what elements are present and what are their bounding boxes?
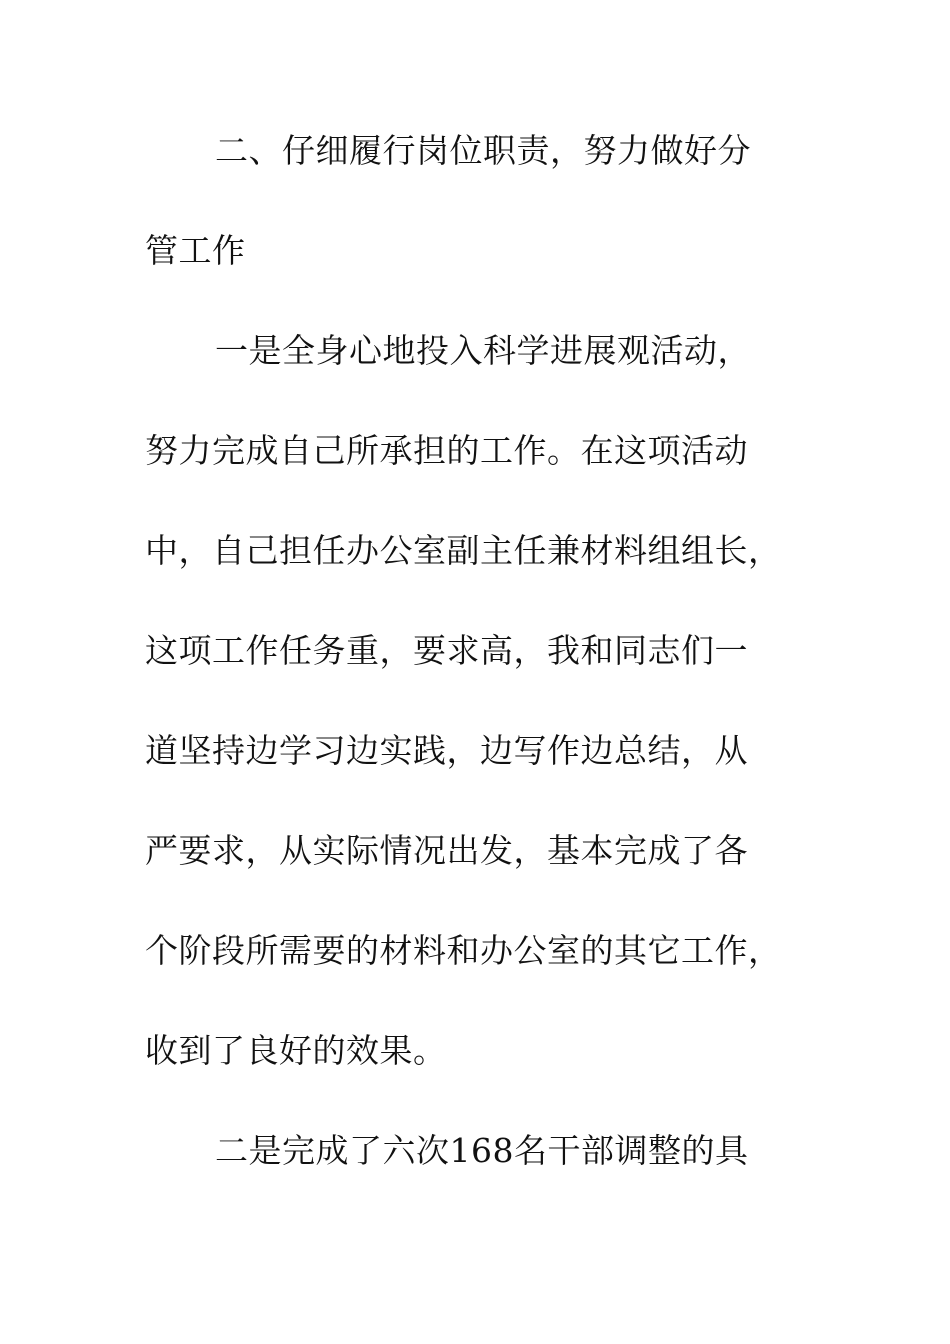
section-heading-line-2: 管工作 xyxy=(145,231,246,270)
paragraph-1-line-7: 个阶段所需要的材料和办公室的其它工作， xyxy=(145,931,782,970)
paragraph-1-line-1: 一是全身心地投入科学进展观活动， xyxy=(215,331,751,370)
paragraph-1-line-4: 这项工作任务重，要求高，我和同志们一 xyxy=(145,631,748,670)
paragraph-1-line-2: 努力完成自己所承担的工作。在这项活动 xyxy=(145,431,748,470)
paragraph-1-line-6: 严要求，从实际情况出发，基本完成了各 xyxy=(145,831,748,870)
paragraph-1-line-5: 道坚持边学习边实践，边写作边总结，从 xyxy=(145,731,748,770)
paragraph-1-line-3: 中，自己担任办公室副主任兼材料组组长， xyxy=(145,531,782,570)
section-heading-line-1: 二、仔细履行岗位职责，努力做好分 xyxy=(215,131,751,170)
paragraph-1-line-8: 收到了良好的效果。 xyxy=(145,1031,447,1070)
paragraph-2-line-1: 二是完成了六次168名干部调整的具 xyxy=(215,1131,749,1170)
